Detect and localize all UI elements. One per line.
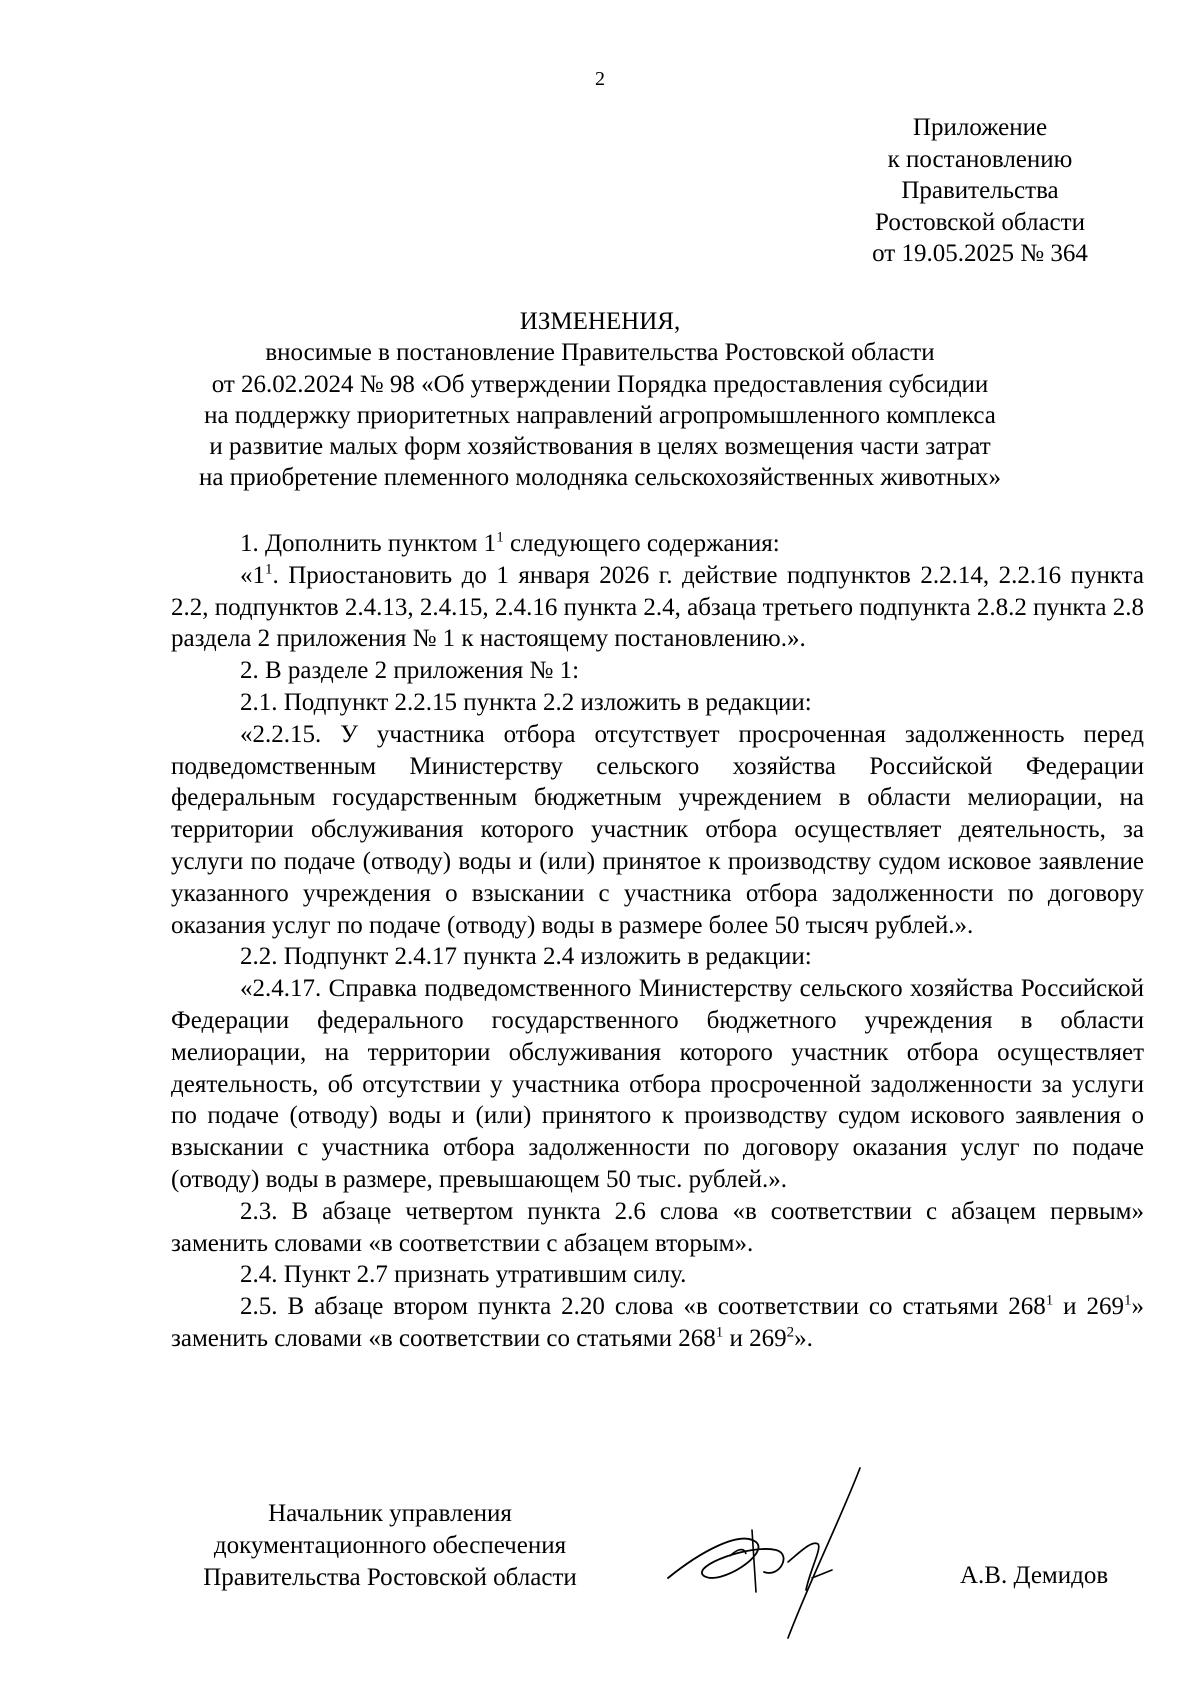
superscript: 1	[1045, 1292, 1054, 1309]
document-body	[171, 528, 1144, 1355]
title-heading: ИЗМЕНЕНИЯ,	[519, 308, 681, 335]
text: и 269	[723, 1324, 787, 1352]
position-line: Правительства Ростовской области	[203, 1564, 577, 1591]
title-line: и развитие малых форм хозяйствования в целях возмещения части затрат	[209, 433, 991, 461]
paragraph-1-1	[171, 560, 1144, 655]
title-line: вносимые в постановление Правительства Ростовской области	[265, 339, 935, 367]
superscript: 1	[715, 1324, 724, 1341]
text: . Приостановить до 1 января 2026 г. действие подпунктов 2.2.14, 2.2.16 пункта 2.2, подпунктов 2.4.13, 2.4.15, 2.4.16 пункта 2.4, абзаца третьего подпункта 2.8.2 пункта 2.8 раздела 2 приложения № 1 к настоящему постановлению.».	[171, 561, 1144, 653]
position-line: Начальник управления	[268, 1500, 512, 1527]
title-line: от 26.02.2024 № 98 «Об утверждении Порядка предоставления субсидии	[211, 370, 989, 398]
text: 1. Дополнить пунктом 1	[240, 530, 497, 557]
paragraph-2-4-17: «2.4.17. Справка подведомственного Министерству сельского хозяйства Российской Федерации федерального государственного бюджетного учреждения в области мелиорации, на территории обслуживания которого участник отбора осуществляет деятельность, об отсутствии у участника отбора просроченной задолженности за услуги по подаче (отводу) воды и (или) принятого к производству судом искового заявления о взыскании с участника отбора задолженности по договору оказания услуг по подаче (отводу) воды в размере, превышающем 50 тыс. рублей.».	[171, 975, 1144, 1193]
text: 2.5. В абзаце втором пункта 2.20 слова «в соответствии со статьями 268	[240, 1293, 1046, 1321]
signatory-position	[170, 1498, 610, 1594]
title-line: на приобретение племенного молодняка сельскохозяйственных животных»	[198, 464, 1002, 492]
superscript: 1	[496, 529, 504, 546]
appendix-line: Ростовской области	[875, 208, 1085, 236]
paragraph-2-3: 2.3. В абзаце четвертом пункта 2.6 слова «в соответствии с абзацем первым» заменить словами «в соответствии с абзацем вторым».	[171, 1197, 1144, 1257]
appendix-block	[820, 112, 1140, 270]
paragraph-2-5	[171, 1291, 1144, 1355]
text: «1	[240, 561, 265, 589]
paragraph-2: 2. В разделе 2 приложения № 1:	[240, 657, 580, 685]
text: и 269	[1053, 1293, 1124, 1321]
paragraph-2-2-15: «2.2.15. У участника отбора отсутствует просроченная задолженность перед подведомственным Министерству сельского хозяйства Российской Федерации федеральным государственным бюджетным учреждением в области мелиорации, на территории обслуживания которого участник отбора осуществляет деятельность, за услуги по подаче (отводу) воды и (или) принятое к производству судом исковое заявление указанного учреждения о взыскании с участника отбора задолженности по договору оказания услуг по подаче (отводу) воды в размере более 50 тысяч рублей.».	[171, 720, 1144, 939]
title-line: на поддержку приоритетных направлений агропромышленного комплекса	[204, 401, 996, 429]
appendix-line: к постановлению	[887, 145, 1073, 173]
page-number: 2	[595, 68, 605, 90]
paragraph-2-2: 2.2. Подпункт 2.4.17 пункта 2.4 изложить в редакции:	[240, 943, 812, 971]
text: » заменить словами «в соответствии со статьями 268	[171, 1293, 1144, 1352]
superscript: 2	[786, 1324, 795, 1341]
paragraph-2-4: 2.4. Пункт 2.7 признать утратившим силу.	[240, 1261, 687, 1289]
document-title	[150, 306, 1050, 494]
superscript: 1	[1124, 1292, 1132, 1309]
paragraph-2-1: 2.1. Подпункт 2.2.15 пункта 2.2 изложить в редакции:	[240, 688, 812, 716]
appendix-line: Приложение	[912, 114, 1048, 141]
handwritten-signature	[660, 1460, 940, 1640]
text: следующего содержания:	[503, 530, 780, 557]
position-line: документационного обеспечения	[213, 1532, 567, 1559]
signatory-name: А.В. Демидов	[960, 1562, 1109, 1589]
superscript: 1	[265, 561, 273, 578]
appendix-line: от 19.05.2025 № 364	[872, 240, 1088, 267]
paragraph-1	[171, 528, 1144, 560]
appendix-line: Правительства	[901, 177, 1059, 204]
text: ».	[794, 1324, 813, 1352]
